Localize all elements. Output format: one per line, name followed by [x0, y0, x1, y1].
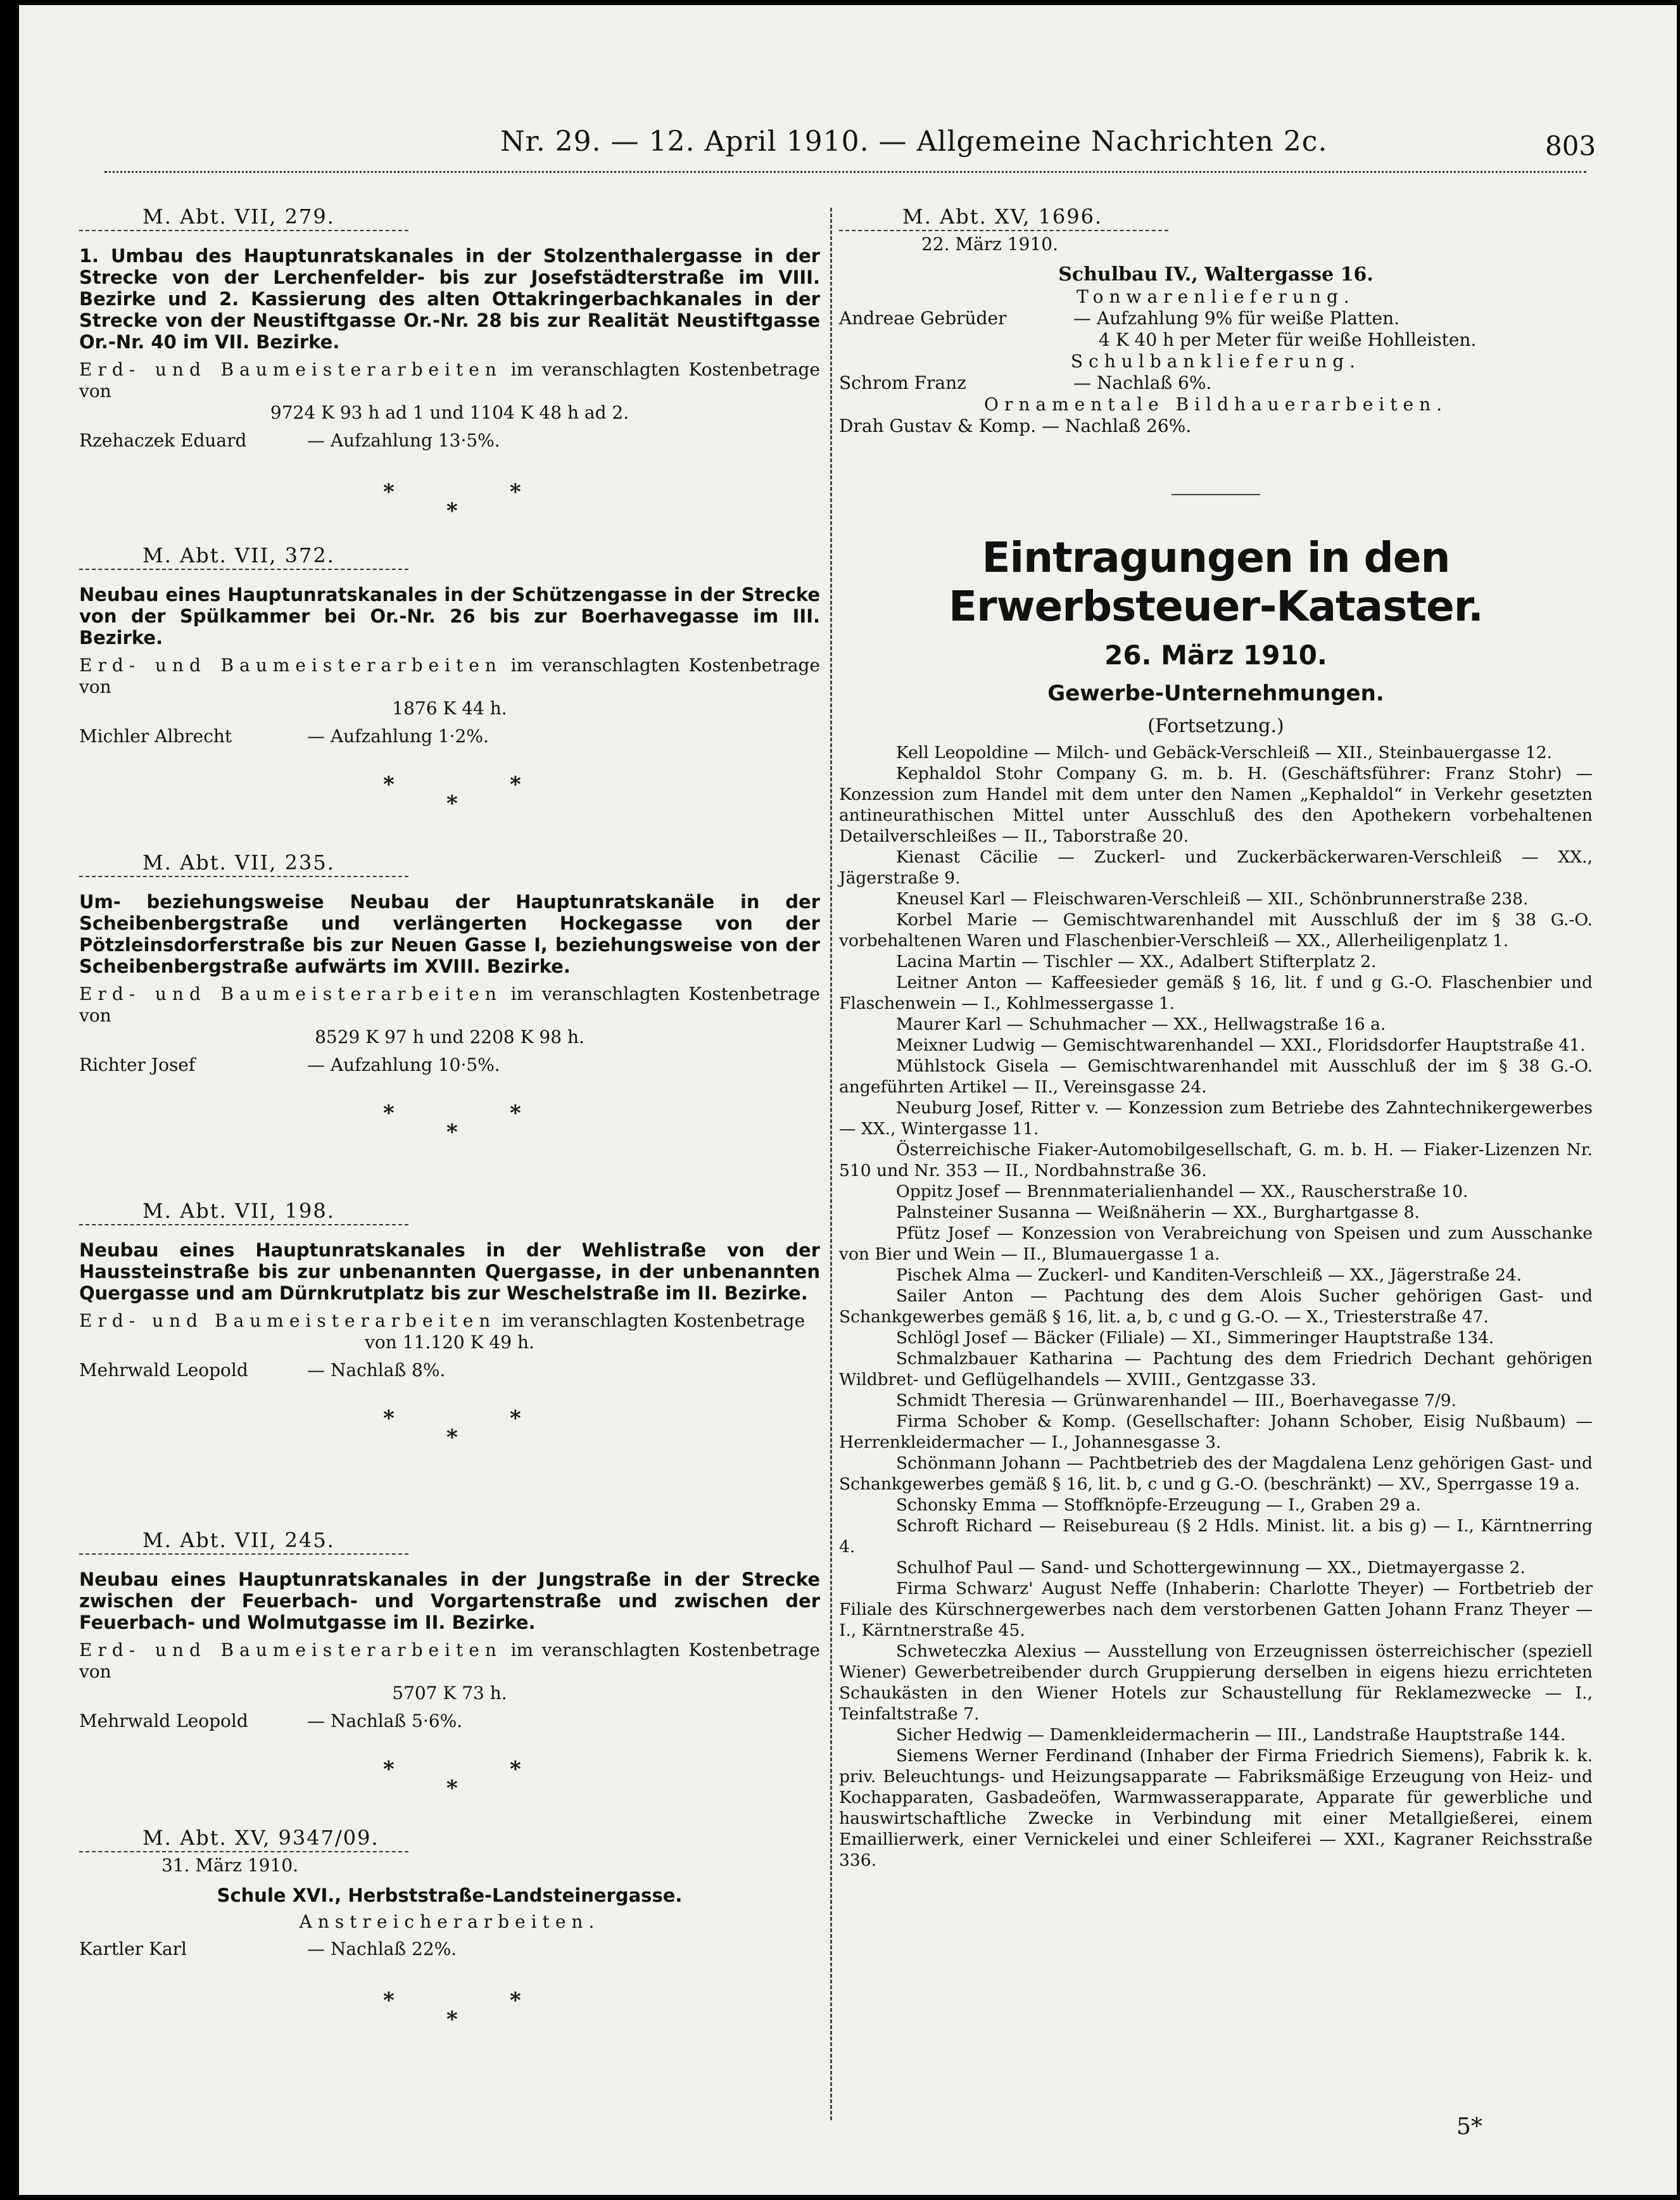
page-number: 803	[1545, 130, 1596, 161]
project-title: Neubau eines Hauptunratskanales in der Schützengasse in der Strecke von der Spülkammer bei Or.-Nr. 26 bis zur Boerhavegasse im III. Bezirke.	[79, 584, 820, 648]
department-reference: M. Abt. VII, 372.	[79, 543, 408, 570]
list-item: Lacina Martin — Tischler — XX., Adalbert Stifterplatz 2.	[896, 952, 1377, 971]
list-item: Pischek Alma — Zuckerl- und Kanditen-Verschleiß — XX., Jägerstraße 24.	[896, 1265, 1522, 1285]
project-title: Schule XVI., Herbststraße-Landsteinergasse.	[217, 1885, 683, 1906]
award-section	[79, 850, 821, 1145]
award-date: 22. März 1910.	[921, 234, 1058, 255]
section-date: 26. März 1910.	[1104, 640, 1327, 671]
project-title: 1. Umbau des Hauptunratskanales in der Stolzenthalergasse in der Strecke von der Lerchenfelder- bis zur Josefstädterstraße im VIII. Bezirke und 2. Kassierung des alten Ottakringerbachkanales in der Strecke von der Neustiftgasse Or.-Nr. 28 bis zur Realität Neustiftgasse Or.-Nr. 40 im VII. Bezirke.	[79, 245, 820, 353]
list-item: Schmidt Theresia — Grünwarenhandel — III., Boerhavegasse 7/9.	[896, 1391, 1457, 1410]
right-column	[839, 205, 1593, 1871]
list-item: Firma Schwarz' August Neffe (Inhaberin: Charlotte Theyer) — Fortbetrieb der Filiale des Kürschnergewerbes nach dem verstorbenen Gatten Johann Franz Theyer — I., Kärntnerstraße 45.	[839, 1579, 1593, 1640]
work-description: Schulbanklieferung.	[1070, 351, 1361, 372]
list-item: Kienast Cäcilie — Zuckerl- und Zuckerbäckerwaren-Verschleiß — XX., Jägerstraße 9.	[839, 847, 1593, 888]
bid-result: — Aufzahlung 1·2%.	[307, 726, 489, 747]
bidder-name: Kartler Karl	[79, 1938, 187, 1959]
list-item: Österreichische Fiaker-Automobilgesellschaft, G. m. b. H. — Fiaker-Lizenzen Nr. 510 und Nr. 353 — II., Nordbahnstraße 36.	[839, 1140, 1593, 1180]
header-rule	[104, 171, 1586, 173]
section-separator-stars: * * *	[383, 1406, 521, 1450]
award-section	[79, 543, 821, 816]
bidder-name: Andreae Gebrüder	[839, 308, 1007, 329]
list-item: Schroft Richard — Reisebureau (§ 2 Hdls. Minist. lit. a bis g) — I., Kärntnerring 4.	[839, 1516, 1593, 1557]
section-separator-stars: * * *	[383, 479, 521, 524]
entry-list	[839, 742, 1593, 1871]
list-item: Meixner Ludwig — Gemischtwarenhandel — XXI., Floridsdorfer Hauptstraße 41.	[896, 1035, 1586, 1055]
list-item: Schonsky Emma — Stoffknöpfe-Erzeugung — I., Graben 29 a.	[896, 1495, 1421, 1515]
divider	[1172, 494, 1260, 495]
bid-result: — Nachlaß 22%.	[307, 1938, 457, 1959]
section-separator-stars: * * *	[383, 1757, 521, 1801]
project-title: Neubau eines Hauptunratskanales in der Jungstraße in der Strecke zwischen der Feuerbach- und Vorgartenstraße und zwischen der Feuerbach- und Wolmutgasse im II. Bezirke.	[79, 1569, 820, 1633]
list-item: Korbel Marie — Gemischtwarenhandel mit Ausschluß der im § 38 G.-O. vorbehaltenen Waren und Flaschenbier-Verschleiß — XX., Allerheiligenplatz 1.	[839, 910, 1593, 951]
list-item: Schweteczka Alexius — Ausstellung von Erzeugnissen österreichischer (speziell Wiener) Gewerbetreibender durch Gruppierung derselben in eigens hiezu errichteten Schaukästen in den Wiener Hotels zur Schaustellung für Reklamezwecke — I., Teinfaltstraße 7.	[839, 1641, 1593, 1724]
bidder-row	[839, 372, 1593, 394]
department-reference: M. Abt. XV, 9347/09.	[79, 1826, 408, 1852]
bidder-row	[79, 430, 820, 451]
award-date: 31. März 1910.	[161, 1855, 298, 1876]
award-section	[79, 1528, 821, 1801]
list-item: Sailer Anton — Pachtung des dem Alois Sucher gehörigen Gast- und Schankgewerbes gemäß § 16, lit. a, b, c und g G.-O. — X., Triesterstraße 47.	[839, 1286, 1593, 1327]
page	[19, 5, 1677, 2195]
list-item: Siemens Werner Ferdinand (Inhaber der Firma Friedrich Siemens), Fabrik k. k. priv. Beleuchtungs- und Heizungsapparate — Fabriksmäßige Erzeugung von Heiz- und Kochapparaten, Gasbadeöfen, Warmwasserapparate, Apparate für gewerbliche und hauswirtschaftliche Zwecke in Verbindung mit einer Metallgießerei, einem Emaillierwerk, einer Vernickelei und einer Schleiferei — XXI., Kagraner Reichsstraße 336.	[839, 1746, 1593, 1870]
list-item: Neuburg Josef, Ritter v. — Konzession zum Betriebe des Zahntechnikergewerbes — XX., Wintergasse 11.	[839, 1098, 1593, 1139]
award-section	[79, 1199, 820, 1450]
project-title: Neubau eines Hauptunratskanales in der Wehlistraße von der Haussteinstraße bis zur unbenannten Quergasse, in der unbenannten Quergasse und am Dürnkrutplatz bis zur Weschelstraße im II. Bezirke.	[79, 1239, 820, 1304]
section-subtitle: Gewerbe-Unternehmungen.	[1047, 681, 1384, 706]
bidder-row: Drah Gustav & Komp. — Nachlaß 26%.	[839, 415, 1192, 436]
bid-result: — Nachlaß 8%.	[307, 1360, 446, 1381]
list-item: Oppitz Josef — Brennmaterialienhandel — XX., Rauscherstraße 10.	[896, 1182, 1468, 1201]
department-reference: M. Abt. VII, 198.	[79, 1199, 408, 1225]
work-description: Erd- und Baumeisterarbeiten im veranschlagten Kostenbetrage von 9724 K 93 h ad 1 und 1104 K 48 h ad 2.	[79, 359, 821, 423]
award-section	[79, 205, 821, 524]
work-description: Erd- und Baumeisterarbeiten im veranschlagten Kostenbetrage von 11.120 K 49 h.	[79, 1310, 805, 1353]
work-description: Erd- und Baumeisterarbeiten im veranschlagten Kostenbetrage von 5707 K 73 h.	[79, 1640, 821, 1704]
list-item: Maurer Karl — Schuhmacher — XX., Hellwagstraße 16 a.	[896, 1015, 1386, 1034]
work-description: Erd- und Baumeisterarbeiten im veranschlagten Kostenbetrage von 8529 K 97 h und 2208 K 98 h.	[79, 983, 821, 1047]
list-item: Kneusel Karl — Fleischwaren-Verschleiß — XII., Schönbrunnerstraße 238.	[896, 889, 1529, 909]
section-title: Eintragungen in den Erwerbsteuer-Kataster.	[948, 533, 1484, 631]
continuation-note: (Fortsetzung.)	[1147, 715, 1284, 737]
bid-result: — Aufzahlung 13·5%.	[307, 430, 500, 451]
section-separator-stars: * * *	[383, 1101, 521, 1145]
list-item: Kephaldol Stohr Company G. m. b. H. (Geschäftsführer: Franz Stohr) — Konzession zum Handel mit dem unter den Namen „Kephaldol“ in Verkehr gesetzten antineurathischen Mittel unter Ausschluß des den Apothekern vorbehaltenen Detailverschleißes — II., Taborstraße 20.	[839, 764, 1593, 846]
bid-result: — Nachlaß 6%.	[1073, 372, 1212, 393]
list-item: Kell Leopoldine — Milch- und Gebäck-Verschleiß — XII., Steinbauergasse 12.	[896, 743, 1553, 762]
work-description: Tonwarenlieferung.	[1077, 286, 1355, 307]
bidder-name: Mehrwald Leopold	[79, 1710, 248, 1731]
section-separator-stars: * * *	[383, 1988, 521, 2032]
bidder-name: Richter Josef	[79, 1054, 196, 1075]
bidder-name: Schrom Franz	[839, 372, 966, 393]
school-title: Schulbau IV., Waltergasse 16.	[1058, 263, 1374, 286]
list-item: Schlögl Josef — Bäcker (Filiale) — XI., Simmeringer Hauptstraße 134.	[896, 1328, 1494, 1348]
bidder-name: Michler Albrecht	[79, 726, 232, 747]
bidder-row	[79, 726, 820, 747]
department-reference: M. Abt. VII, 245.	[79, 1528, 408, 1555]
department-reference: M. Abt. VII, 279.	[79, 205, 408, 231]
list-item: Leitner Anton — Kaffeesieder gemäß § 16, lit. f und g G.-O. Flaschenbier und Flaschenwein — I., Kohlmessergasse 1.	[839, 973, 1593, 1013]
section-separator-stars: * * *	[383, 772, 521, 816]
work-description: Anstreicherarbeiten.	[299, 1911, 600, 1932]
list-item: Schönmann Johann — Pachtbetrieb des der Magdalena Lenz gehörigen Gast- und Schankgewerbes gemäß § 16, lit. b, c und g G.-O. (beschränkt) — XV., Sperrgasse 19 a.	[839, 1453, 1593, 1494]
list-item: Palnsteiner Susanna — Weißnäherin — XX., Burghartgasse 8.	[896, 1203, 1420, 1222]
award-section	[79, 1826, 820, 2032]
work-description: Ornamentale Bildhauerarbeiten.	[984, 394, 1448, 415]
work-description: Erd- und Baumeisterarbeiten im veranschlagten Kostenbetrage von 1876 K 44 h.	[79, 655, 821, 719]
column-divider	[830, 208, 832, 2120]
department-reference: M. Abt. VII, 235.	[79, 850, 408, 877]
list-item: Schulhof Paul — Sand- und Schottergewinnung — XX., Dietmayergasse 2.	[896, 1558, 1525, 1577]
bid-result: — Nachlaß 5·6%.	[307, 1710, 463, 1731]
bidder-row	[79, 1938, 820, 1959]
department-reference: M. Abt. XV, 1696.	[839, 205, 1168, 231]
bidder-row	[839, 308, 1593, 329]
bid-result: — Aufzahlung 10·5%.	[307, 1054, 500, 1075]
signature-mark: 5*	[1456, 2114, 1482, 2140]
running-header: Nr. 29. — 12. April 1910. — Allgemeine Nachrichten 2c.	[500, 125, 1328, 158]
list-item: Schmalzbauer Katharina — Pachtung des dem Friedrich Dechant gehörigen Wildbret- und Geflügelhandels — XVIII., Gentzgasse 33.	[839, 1349, 1593, 1389]
bidder-name: Mehrwald Leopold	[79, 1360, 248, 1381]
bidder-row	[79, 1360, 820, 1381]
project-title: Um- beziehungsweise Neubau der Hauptunratskanäle in der Scheibenbergstraße und verlängerten Hockegasse von der Pötzleinsdorferstraße bis zur Neuen Gasse I, beziehungsweise von der Scheibenbergstraße aufwärts im XVIII. Bezirke.	[79, 891, 820, 977]
bid-result: — Aufzahlung 9% für weiße Platten.	[1073, 308, 1400, 329]
bid-result-detail: 4 K 40 h per Meter für weiße Hohlleisten.	[1099, 329, 1477, 350]
list-item: Firma Schober & Komp. (Gesellschafter: Johann Schober, Eisig Nußbaum) — Herrenkleidermacher — I., Johannesgasse 3.	[839, 1412, 1593, 1452]
bidder-row	[79, 1710, 820, 1731]
bidder-row	[79, 1054, 820, 1075]
list-item: Pfütz Josef — Konzession von Verabreichung von Speisen und zum Ausschanke von Bier und Wein — II., Blumauergasse 1 a.	[839, 1223, 1593, 1264]
list-item: Mühlstock Gisela — Gemischtwarenhandel mit Ausschluß der im § 38 G.-O. angeführten Artikel — II., Vereinsgasse 24.	[839, 1056, 1593, 1097]
list-item: Sicher Hedwig — Damenkleidermacherin — III., Landstraße Hauptstraße 144.	[896, 1725, 1566, 1745]
bidder-name: Rzehaczek Eduard	[79, 430, 247, 451]
